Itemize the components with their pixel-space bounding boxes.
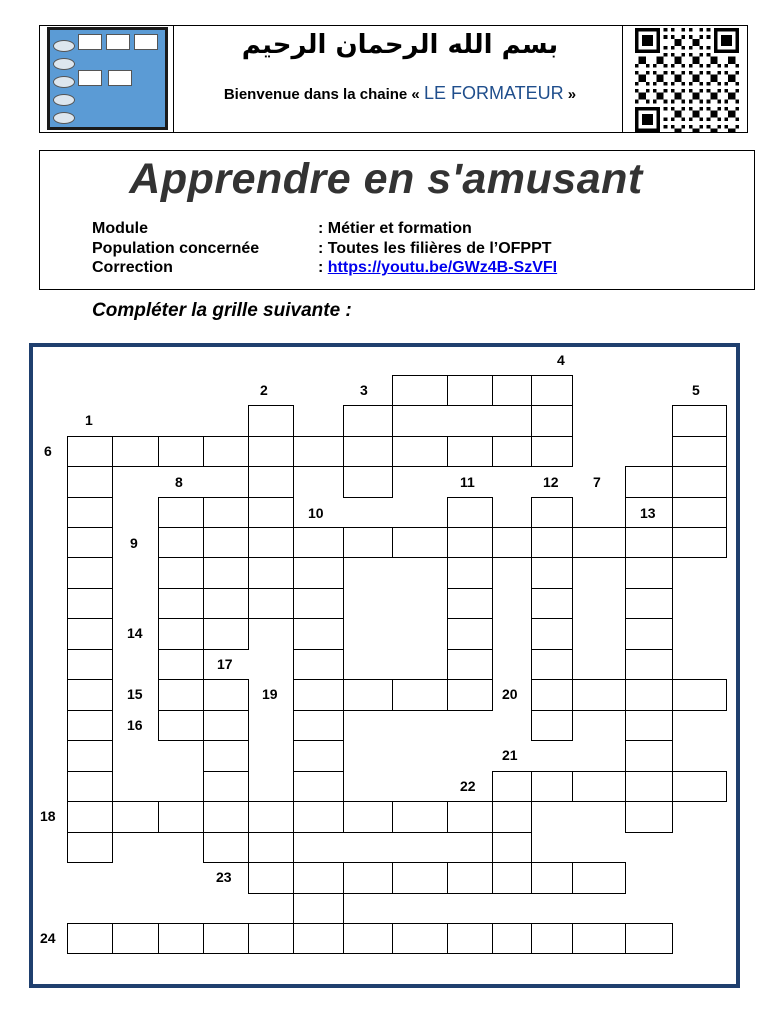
grid-cell[interactable] [625,679,673,711]
grid-cell[interactable] [447,497,493,528]
grid-cell[interactable] [343,801,393,833]
clue-number-12: 12 [543,474,559,490]
grid-cell[interactable] [447,527,493,558]
grid-cell[interactable] [293,679,344,711]
grid-cell[interactable] [625,618,673,650]
grid-cell[interactable] [392,436,448,467]
grid-cell[interactable] [492,771,532,802]
grid-cell[interactable] [531,618,573,650]
clue-number-19: 19 [262,686,278,702]
grid-cell[interactable] [293,557,344,589]
clue-number-14: 14 [127,625,143,641]
page-title: Apprendre en s'amusant [129,155,643,203]
instruction-text: Compléter la grille suivante : [92,300,352,321]
grid-cell[interactable] [248,862,294,894]
grid-cell[interactable] [112,436,159,467]
basmala-text: بسم الله الرحمان الرحيم [241,30,559,60]
grid-cell[interactable] [248,527,294,558]
clue-number-1: 1 [85,412,93,428]
clue-number-10: 10 [308,505,324,521]
grid-cell[interactable] [625,588,673,619]
grid-cell[interactable] [248,557,294,589]
grid-cell[interactable] [158,679,204,711]
grid-cell[interactable] [158,497,204,528]
grid-cell[interactable] [343,527,393,558]
grid-cell[interactable] [158,801,204,833]
grid-cell[interactable] [203,436,249,467]
clue-number-18: 18 [40,808,56,824]
clue-number-8: 8 [175,474,183,490]
grid-cell[interactable] [572,771,626,802]
grid-cell[interactable] [492,375,532,406]
grid-cell[interactable] [343,923,393,954]
correction-value [318,259,557,277]
clue-number-2: 2 [260,382,268,398]
grid-cell[interactable] [531,679,573,711]
grid-cell[interactable] [203,618,249,650]
clue-number-9: 9 [130,535,138,551]
grid-cell[interactable] [158,649,204,680]
grid-cell[interactable] [447,436,493,467]
correction-prefix: : [318,259,328,276]
grid-cell[interactable] [203,710,249,741]
grid-cell[interactable] [293,436,344,467]
grid-cell[interactable] [293,862,344,894]
grid-cell[interactable] [392,375,448,406]
grid-cell[interactable] [67,679,113,711]
grid-cell[interactable] [67,923,113,954]
welcome-suffix: » [567,86,577,103]
clue-number-6: 6 [44,443,52,459]
correction-label: Correction [92,259,173,276]
grid-cell[interactable] [572,862,626,894]
grid-cell[interactable] [67,649,113,680]
grid-cell[interactable] [158,588,204,619]
grid-cell[interactable] [248,801,294,833]
grid-cell[interactable] [293,527,344,558]
grid-cell[interactable] [67,466,113,498]
clue-number-21: 21 [502,747,518,763]
module-value: : Métier et formation [318,220,472,237]
grid-cell[interactable] [248,466,294,498]
grid-cell[interactable] [392,679,448,711]
grid-cell[interactable] [158,527,204,558]
grid-cell[interactable] [203,801,249,833]
grid-cell[interactable] [112,801,159,833]
clue-number-4: 4 [557,352,565,368]
grid-cell[interactable] [392,801,448,833]
grid-cell[interactable] [392,923,448,954]
grid-cell[interactable] [203,771,249,802]
grid-cell[interactable] [248,588,294,619]
grid-cell[interactable] [203,497,249,528]
grid-cell[interactable] [343,466,393,498]
grid-cell[interactable] [625,740,673,772]
grid-cell[interactable] [343,862,393,894]
grid-cell[interactable] [447,618,493,650]
grid-cell[interactable] [158,436,204,467]
grid-cell[interactable] [492,436,532,467]
clue-number-7: 7 [593,474,601,490]
population-value: : Toutes les filières de l’OFPPT [318,240,552,257]
grid-cell[interactable] [392,527,448,558]
grid-cell[interactable] [447,557,493,589]
grid-cell[interactable] [625,557,673,589]
grid-cell[interactable] [447,801,493,833]
channel-logo [47,27,168,130]
grid-cell[interactable] [293,771,344,802]
grid-cell[interactable] [531,557,573,589]
grid-cell[interactable] [447,679,493,711]
grid-cell[interactable] [67,771,113,802]
grid-cell[interactable] [447,588,493,619]
grid-cell[interactable] [158,710,204,741]
clue-number-23: 23 [216,869,232,885]
clue-number-17: 17 [217,656,233,672]
grid-cell[interactable] [203,527,249,558]
grid-cell[interactable] [343,436,393,467]
module-label: Module [92,220,148,237]
grid-cell[interactable] [531,649,573,680]
grid-cell[interactable] [531,527,573,558]
grid-cell[interactable] [447,923,493,954]
grid-cell[interactable] [625,801,673,833]
grid-cell[interactable] [572,527,626,558]
grid-cell[interactable] [293,740,344,772]
grid-cell[interactable] [672,405,727,437]
grid-cell[interactable] [293,801,344,833]
grid-cell[interactable] [67,740,113,772]
clue-number-5: 5 [692,382,700,398]
grid-cell[interactable] [203,740,249,772]
grid-cell[interactable] [158,557,204,589]
grid-cell[interactable] [531,497,573,528]
grid-cell[interactable] [248,436,294,467]
grid-cell[interactable] [203,679,249,711]
grid-cell[interactable] [203,923,249,954]
grid-cell[interactable] [531,923,573,954]
grid-cell[interactable] [248,832,294,863]
grid-cell[interactable] [447,649,493,680]
grid-cell[interactable] [625,771,673,802]
population-label: Population concernée [92,240,260,257]
grid-cell[interactable] [293,588,344,619]
grid-cell[interactable] [625,649,673,680]
grid-cell[interactable] [531,436,573,467]
clue-number-22: 22 [460,778,476,794]
welcome-text [180,83,620,104]
grid-cell[interactable] [248,923,294,954]
grid-cell[interactable] [158,618,204,650]
grid-cell[interactable] [248,405,294,437]
grid-cell[interactable] [67,832,113,863]
grid-cell[interactable] [293,923,344,954]
grid-cell[interactable] [531,405,573,437]
grid-cell[interactable] [67,618,113,650]
grid-cell[interactable] [625,710,673,741]
grid-cell[interactable] [531,375,573,406]
grid-cell[interactable] [672,527,727,558]
grid-cell[interactable] [492,527,532,558]
grid-cell[interactable] [293,710,344,741]
clue-number-15: 15 [127,686,143,702]
grid-cell[interactable] [531,771,573,802]
grid-cell[interactable] [67,497,113,528]
grid-cell[interactable] [293,649,344,680]
qr-code-icon[interactable] [631,28,743,132]
grid-cell[interactable] [203,832,249,863]
grid-cell[interactable] [672,466,727,498]
grid-cell[interactable] [67,710,113,741]
grid-cell[interactable] [492,801,532,833]
clue-number-13: 13 [640,505,656,521]
grid-cell[interactable] [67,588,113,619]
grid-cell[interactable] [531,710,573,741]
grid-cell[interactable] [625,923,673,954]
grid-cell[interactable] [447,862,493,894]
grid-cell[interactable] [625,466,673,498]
clue-number-3: 3 [360,382,368,398]
grid-cell[interactable] [343,679,393,711]
grid-cell[interactable] [531,588,573,619]
grid-cell[interactable] [492,832,532,863]
grid-cell[interactable] [67,801,113,833]
grid-cell[interactable] [531,862,573,894]
grid-cell[interactable] [672,436,727,467]
grid-cell[interactable] [672,497,727,528]
grid-cell[interactable] [492,862,532,894]
grid-cell[interactable] [672,679,727,711]
grid-cell[interactable] [672,771,727,802]
grid-cell[interactable] [572,923,626,954]
clue-number-11: 11 [460,474,475,490]
channel-name: LE FORMATEUR [423,83,564,103]
clue-number-16: 16 [127,717,143,733]
grid-cell[interactable] [158,923,204,954]
grid-cell[interactable] [67,557,113,589]
grid-cell[interactable] [572,679,626,711]
correction-link[interactable]: https://youtu.be/GWz4B-SzVFI [327,259,558,276]
grid-cell[interactable] [625,527,673,558]
clue-number-20: 20 [502,686,518,702]
welcome-prefix: Bienvenue dans la chaine « [223,86,420,103]
grid-cell[interactable] [392,862,448,894]
grid-cell[interactable] [447,375,493,406]
grid-cell[interactable] [343,405,393,437]
clue-number-24: 24 [40,930,56,946]
grid-cell[interactable] [67,527,113,558]
grid-cell[interactable] [203,557,249,589]
grid-cell[interactable] [492,923,532,954]
grid-cell[interactable] [112,923,159,954]
grid-cell[interactable] [293,618,344,650]
grid-cell[interactable] [67,436,113,467]
grid-cell[interactable] [248,497,294,528]
grid-cell[interactable] [293,893,344,924]
